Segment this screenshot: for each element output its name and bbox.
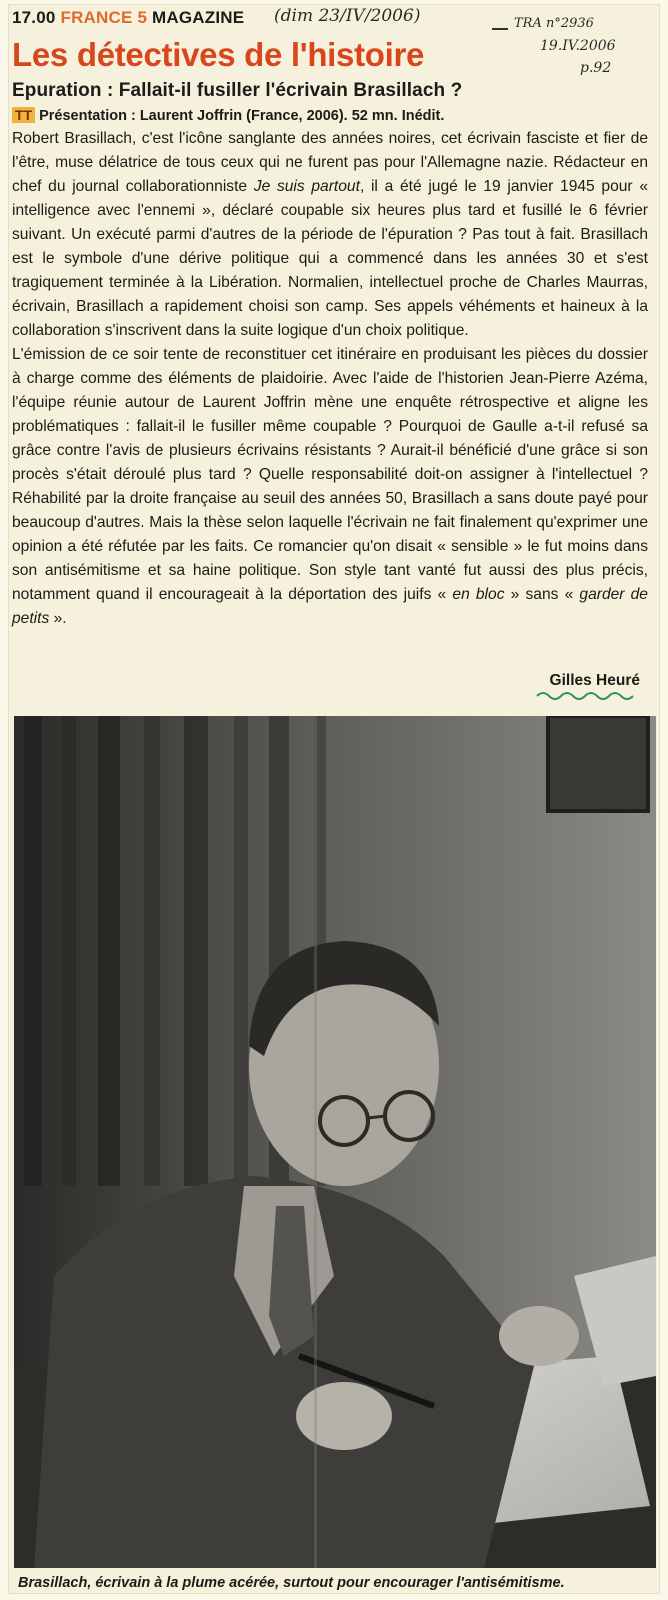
author-byline: Gilles Heuré [549, 672, 640, 689]
paragraph-2-part: » sans « [504, 586, 580, 603]
paragraph-1-part: , il a été jugé le 19 janvier 1945 pour « intelligence avec l'ennemi », déclaré coupable six heures plus tard et fusillé le 6 février suivant. Un exécuté parmi d'autres de la période de l'épuration ? Pas tout à fait. Brasillach est le symbole d'une dérive politique qui a commencé dans les années 30 et s'est tragiquement terminée à la Libération. Normalien, intellectuel proche de Charles Maurras, écrivain, Brasillach a rapidement choisi son camp. Ses appels véhéments et haineux à la collaboration s'inscrivent dans la suite logique d'un choix politique. [12, 178, 648, 339]
handwritten-date-short: 19.IV.2006 [540, 38, 616, 54]
newspaper-name: Je suis partout [253, 178, 360, 195]
quote-en-bloc: en bloc [452, 586, 505, 603]
article-body [12, 127, 648, 631]
portrait-photo [14, 716, 656, 1568]
presentation-line [12, 107, 444, 124]
paragraph-2-part: ». [49, 610, 67, 627]
photo-caption: Brasillach, écrivain à la plume acérée, surtout pour encourager l'antisémitisme. [18, 1575, 565, 1591]
handwritten-dash [492, 28, 508, 30]
article-title: Les détectives de l'histoire [12, 36, 425, 73]
paragraph-1 [12, 127, 648, 343]
article-subtitle: Epuration : Fallait-il fusiller l'écrivain Brasillach ? [12, 80, 463, 101]
handwritten-page-note: p.92 [580, 60, 612, 76]
broadcast-time: 17.00 [12, 8, 56, 27]
paragraph-2 [12, 343, 648, 631]
handwritten-underline [535, 690, 640, 702]
left-hand [499, 1306, 579, 1366]
quote-garder-de-petits: garder de petits [12, 586, 648, 627]
section-name: MAGAZINE [152, 8, 245, 27]
handwritten-date-note: (dim 23/IV/2006) [274, 6, 421, 26]
presentation-text: Présentation : Laurent Joffrin (France, 2006). 52 mn. Inédit. [39, 108, 445, 124]
listing-header [12, 8, 244, 28]
picture-frame [548, 716, 648, 811]
handwritten-ref-note: TRA n°2936 [514, 16, 594, 31]
writing-hand [296, 1382, 392, 1450]
channel-name: FRANCE 5 [60, 8, 148, 27]
rating-badge: TT [12, 107, 35, 123]
paragraph-2-part: L'émission de ce soir tente de reconstituer cet itinéraire en produisant les pièces du dossier à charge comme des éléments de plaidoirie. Avec l'aide de l'historien Jean-Pierre Azéma, l'équipe réunie autour de Laurent Joffrin mène une enquête rétrospective et aligne les problématiques : fallait-il le fusiller même coupable ? Pourquoi de Gaulle a-t-il refusé sa grâce contre l'avis de plusieurs écrivains résistants ? Aurait-il bénéficié d'une grâce si son procès s'était déroulé plus tard ? Quelle responsabilité doit-on assigner à l'intellectuel ? Réhabilité par la droite française au seuil des années 50, Brasillach a sans doute payé pour beaucoup d'autres. Mais la thèse selon laquelle l'écrivain ne fait finalement qu'exprimer une opinion a été réfutée par les faits. Ce romancier qu'on disait « sensible » le fut moins dans son antisémitisme et sa haine politique. Son style tant vanté fut aussi des plus précis, notamment quand il encourageait à la déportation des juifs « [12, 346, 648, 603]
photo-illustration [14, 716, 656, 1568]
paragraph-1-part: Robert Brasillach, c'est l'icône sanglante des années noires, cet écrivain fasciste et fier de l'être, muse délatrice de tous ceux qui ne furent pas pour l'Allemagne nazie. Rédacteur en chef du journal collaborationniste [12, 130, 648, 195]
